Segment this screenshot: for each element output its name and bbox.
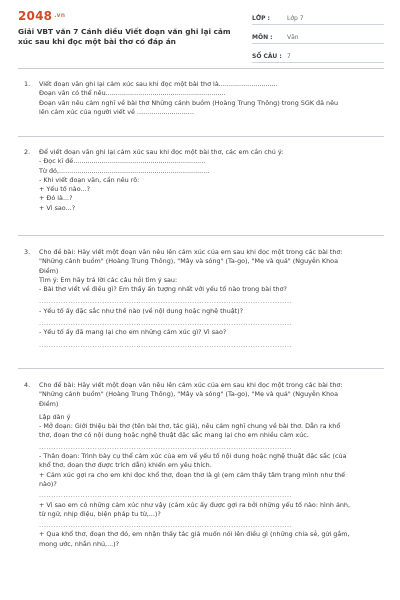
question-divider — [18, 368, 384, 369]
text-line: Điềm) — [39, 399, 59, 408]
question-number: 4. — [24, 381, 31, 389]
text-line: nào)? — [39, 479, 57, 488]
text-line: - Khi viết đoạn văn, cần nêu rõ: — [39, 175, 140, 184]
logo-text: 2048 — [18, 9, 53, 23]
text-line: Tìm ý: Em hãy trả lời các câu hỏi tìm ý sau: — [39, 275, 178, 284]
text-line: Để viết đoạn văn ghi lại cảm xúc sau khi đọc một bài thơ, các em cần chú ý: — [39, 148, 284, 156]
meta-row-question-count — [252, 50, 384, 63]
text-line: Đoạn văn có thể nêu........................................................... — [39, 89, 226, 98]
question-body — [39, 148, 384, 213]
meta-row-grade — [252, 12, 384, 25]
question-body — [39, 80, 384, 117]
meta-value: Lớp 7 — [287, 15, 304, 22]
document-meta — [252, 12, 384, 69]
text-line: - Yếu tố ấy đã mang lại cho em những cảm xúc gì? Vì sao? — [39, 328, 227, 337]
text-line: + Đó là...? — [39, 194, 73, 203]
meta-label: LỚP : — [252, 15, 270, 22]
page-header — [0, 0, 400, 64]
meta-label: MÔN : — [252, 34, 273, 41]
text-line: từ ngữ, nhịp điệu, biện pháp tu từ,...)? — [39, 509, 161, 518]
logo-suffix: .vn — [54, 12, 66, 19]
question-number: 3. — [24, 248, 31, 256]
text-line: - Yếu tố ấy đặc sắc như thế nào (về nội dung hoặc nghệ thuật)? — [39, 306, 244, 315]
text-line: Viết đoạn văn ghi lại cảm xúc sau khi đọc một bài thơ là............................. — [39, 80, 278, 88]
text-line: mong ước, nhắn nhủ,...)? — [39, 539, 120, 548]
answer-blank[interactable]: ........................................................................................................ — [39, 491, 292, 500]
text-line: Cho đề bài: Hãy viết một đoạn văn nêu lên cảm xúc của em sau khi đọc một trong các bài thơ: — [39, 381, 343, 389]
text-line: Cho đề bài: Hãy viết một đoạn văn nêu lên cảm xúc của em sau khi đọc một trong các bài thơ: — [39, 248, 343, 256]
text-line: khổ thơ, đoạn thơ được trích dẫn) khiến em yêu thích. — [39, 461, 212, 470]
answer-blank[interactable]: ........................................................................................................ — [39, 442, 292, 451]
text-line: Lập dàn ý — [39, 412, 71, 421]
text-line: Từ đó,.......................................................................... — [39, 166, 210, 175]
text-line: Đoạn văn nêu cảm nghĩ về bài thơ Những cánh buồm (Hoàng Trung Thông) trong SGK đã nêu — [39, 98, 339, 107]
question-number: 2. — [24, 148, 31, 156]
text-line: + Qua khổ thơ, đoạn thơ đó, em nhận thấy tác giả muốn nói lên điều gì (những chia sẻ, gửi gắm, — [39, 530, 350, 539]
question-divider — [18, 235, 384, 236]
meta-label: SỐ CÂU : — [252, 53, 282, 60]
question-body — [39, 248, 384, 350]
answer-blank[interactable]: ........................................................................................................ — [39, 297, 292, 306]
question-body — [39, 381, 384, 549]
document-title: Giải VBT văn 7 Cánh diều Viết đoạn văn ghi lại cảm xúc sau khi đọc một bài thơ có đáp án — [18, 27, 231, 46]
meta-value: 7 — [287, 53, 291, 60]
text-line: - Bài thơ viết về điều gì? Em thấy ấn tượng nhất với yếu tố nào trong bài thơ? — [39, 285, 287, 294]
text-line: "Những cánh buồm" (Hoàng Trung Thông), "Mây và sóng" (Ta-go), "Mẹ và quả" (Nguyễn Khoa — [39, 257, 338, 266]
site-logo[interactable] — [18, 9, 65, 23]
text-line: + Yếu tố nào...? — [39, 185, 91, 194]
question-number: 1. — [24, 80, 31, 88]
text-line: + Cảm xúc gợi ra cho em khi đọc khổ thơ, đoạn thơ là gì (em cảm thấy tâm trạng mình như thế — [39, 470, 346, 479]
text-line: - Mở đoạn: Giới thiệu bài thơ (tên bài thơ, tác giả), nêu cảm nghĩ chung về bài thơ. Dẫn ra khổ — [39, 422, 341, 431]
text-line: - Đọc kĩ đề................................................................. — [39, 157, 206, 166]
header-divider — [18, 68, 384, 69]
meta-value: Văn — [287, 34, 299, 41]
text-line: "Những cánh buồm" (Hoàng Trung Thông), "Mây và sóng" (Ta-go), "Mẹ và quả" (Nguyễn Khoa — [39, 390, 338, 399]
text-line: thơ, đoạn thơ có nội dung hoặc nghệ thuật đặc sắc mang lại cho em nhiều cảm xúc. — [39, 431, 309, 440]
text-line: lên cảm xúc của người viết về ............................ — [39, 107, 194, 116]
text-line: Điềm) — [39, 266, 59, 275]
text-line: + Vì sao em có những cảm xúc như vậy (cảm xúc ấy được gợi ra bởi những yếu tố nào: hình ảnh, — [39, 500, 351, 509]
text-line: + Vì sao...? — [39, 203, 76, 212]
answer-blank[interactable]: ........................................................................................................ — [39, 340, 292, 349]
answer-blank[interactable]: ........................................................................................................ — [39, 319, 292, 328]
answer-blank[interactable]: ........................................................................................................ — [39, 521, 292, 530]
meta-row-subject — [252, 31, 384, 44]
question-divider — [18, 136, 384, 137]
text-line: - Thân đoạn: Trình bày cụ thể cảm xúc của em về yếu tố nội dung hoặc nghệ thuật đặc sắc (của — [39, 452, 347, 461]
